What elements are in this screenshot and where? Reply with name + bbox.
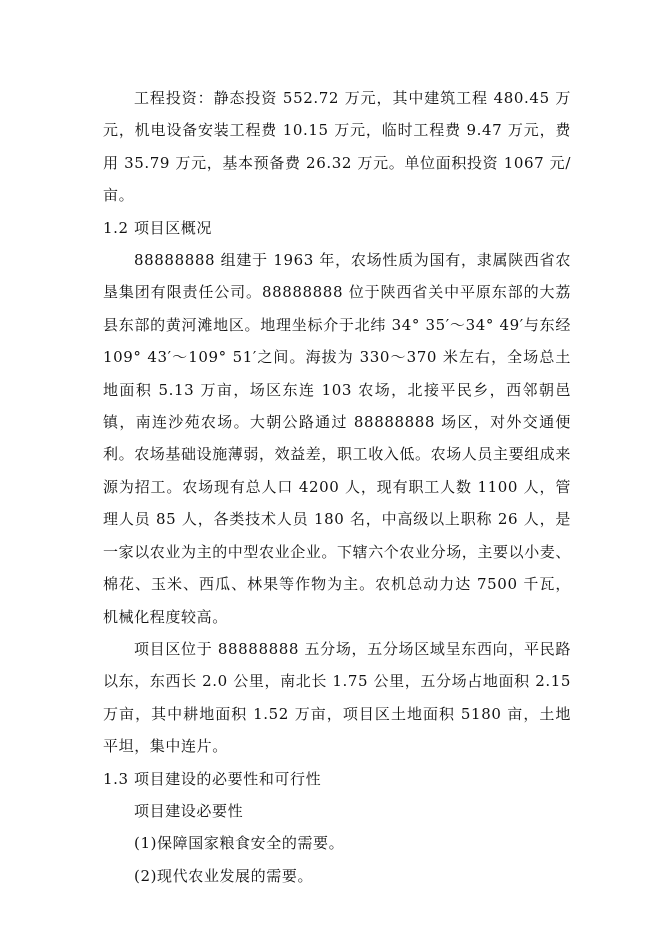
investment-paragraph: 工程投资：静态投资 552.72 万元，其中建筑工程 480.45 万元，机电设备安装工程费 10.15 万元，临时工程费 9.47 万元，费用 35.79 万元，基本预备费 26.32 万元。单位面积投资 1067 元/亩。 bbox=[103, 89, 571, 205]
necessity-subheading: 项目建设必要性 bbox=[134, 801, 244, 820]
section-heading-1-2: 1.2 项目区概况 bbox=[103, 218, 213, 237]
overview-paragraph: 88888888 组建于 1963 年，农场性质为国有，隶属陕西省农垦集团有限责任公司。88888888 位于陕西省关中平原东部的大荔县东部的黄河滩地区。地理坐标介于北纬 34° 35′～34° 49′与东经 109° 43′～109° 51′之间。海拔为 330～370 米左右，全场总土地面积 5.13 万亩，场区东连 103 农场，北接平民乡，西邻朝邑镇，南连沙苑农场。大朝公路通过 88888888 场区，对外交通便利。农场基础设施薄弱，效益差，职工收入低。农场人员主要组成来源为招工。农场现有总人口 4200 人，现有职工人数 1100 人，管理人员 85 人，各类技术人员 180 名，中高级以上职称 26 人，是一家以农业为主的中型农业企业。下辖六个农业分场，主要以小麦、棉花、玉米、西瓜、林果等作物为主。农机总动力达 7500 千瓦，机械化程度较高。 bbox=[103, 251, 572, 626]
section-heading-1-3: 1.3 项目建设的必要性和可行性 bbox=[103, 769, 322, 788]
document-body bbox=[103, 82, 571, 892]
list-item: (1)保障国家粮食安全的需要。 bbox=[134, 834, 345, 853]
list-item: (2)现代农业发展的需要。 bbox=[134, 866, 314, 885]
project-area-paragraph: 项目区位于 88888888 五分场，五分场区域呈东西向，平民路以东，东西长 2.0 公里，南北长 1.75 公里，五分场占地面积 2.15 万亩，其中耕地面积 1.52 万亩，项目区土地面积 5180 亩，土地平坦，集中连片。 bbox=[103, 639, 571, 756]
